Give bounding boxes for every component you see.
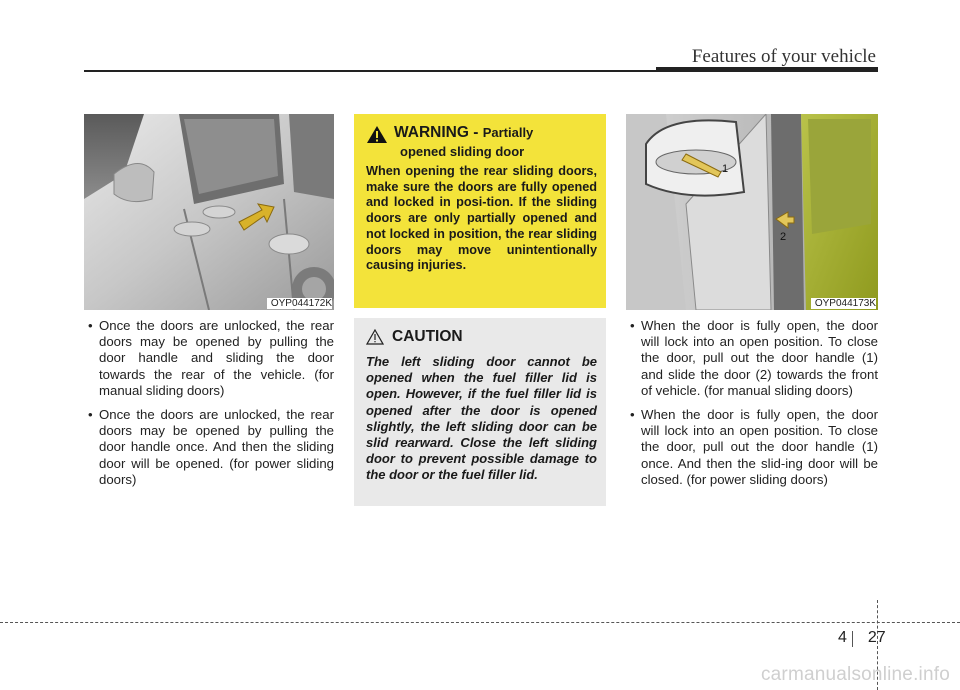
callout-1: 1 — [722, 163, 729, 175]
caution-title: CAUTION — [392, 328, 463, 345]
sliding-door-handle-photo — [84, 114, 334, 310]
callout-2: 2 — [780, 231, 787, 243]
figure-caption: OYP044173K — [811, 298, 876, 309]
section-title: Features of your vehicle — [691, 46, 876, 67]
caution-body: The left sliding door cannot be opened when the fuel filler lid is open. However, if the fuel filler lid is opened after the door is opened slightly, the left sliding door can be slid rearward. Close the left sliding door to prevent possible damage to the door or the fuel filler lid. — [366, 354, 597, 483]
warning-title: WARNING - — [394, 124, 479, 141]
page-number — [838, 629, 886, 647]
page-number-separator — [852, 631, 853, 647]
list-item: • Once the doors are unlocked, the rear doors may be opened by pulling the door handle once. And then the sliding door will be opened. (for power sliding doors) — [84, 407, 334, 488]
left-instructions — [84, 318, 334, 496]
page-index: 27 — [867, 629, 886, 646]
warning-box — [354, 114, 606, 308]
right-instructions — [626, 318, 878, 496]
header-rule-accent — [656, 67, 878, 72]
caution-box — [354, 318, 606, 506]
footer-rule — [0, 622, 960, 623]
list-item: • When the door is fully open, the door will lock into an open position. To close the door, pull out the door handle (1) and slide the door (2) towards the front of vehicle. (for manual sliding doors) — [626, 318, 878, 399]
warning-subtitle: Partially — [482, 125, 534, 140]
warning-body: When opening the rear sliding doors, make sure the doors are fully opened and locked in posi-tion. If the sliding doors are only partially opened and not locked in position, the rear sliding doors may move unintentionally causing injuries. — [366, 164, 597, 273]
header-rule — [84, 70, 656, 72]
watermark: carmanualsonline.info — [760, 664, 950, 685]
figure-caption: OYP044172K — [267, 298, 332, 309]
list-item: • When the door is fully open, the door will lock into an open position. To close the door, pull out the door handle (1) once. And then the slid-ing door will be closed. (for power sliding doors) — [626, 407, 878, 488]
warning-subtitle-2: opened sliding door — [400, 144, 525, 159]
warning-triangle-icon — [366, 125, 388, 144]
chapter-number: 4 — [838, 629, 847, 646]
sliding-door-open-photo — [626, 114, 878, 310]
caution-triangle-icon — [366, 329, 384, 345]
list-item: • Once the doors are unlocked, the rear doors may be opened by pulling the door handle and sliding the door towards the rear of the vehicle. (for manual sliding doors) — [84, 318, 334, 399]
